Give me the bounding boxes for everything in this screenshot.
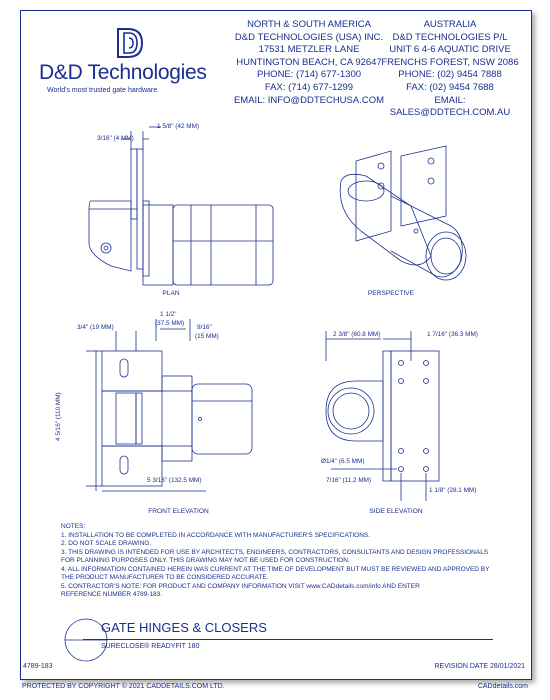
- notes-block: [61, 523, 489, 600]
- side-elevation-title: SIDE ELEVATION: [369, 508, 423, 515]
- note-line: FOR PLANNING PURPOSES ONLY. THIS DRAWING MAY NOT BE USED FOR CONSTRUCTION.: [61, 557, 350, 564]
- company-name: D&D Technologies: [39, 61, 207, 84]
- contact-line: FAX: (02) 9454 7688: [406, 81, 494, 93]
- front-elevation-drawing: [76, 311, 286, 501]
- dim-plan-left: 3/16" (4 MM): [97, 135, 134, 142]
- note-line: 3. THIS DRAWING IS INTENDED FOR USE BY ARCHITECTS, ENGINEERS, CONTRACTORS, CONSULTANTS AND DESIGN PROFESSIONALS: [61, 548, 489, 556]
- title-block-title: GATE HINGES & CLOSERS: [101, 620, 267, 635]
- note-line: 1. INSTALLATION TO BE COMPLETED IN ACCORDANCE WITH MANUFACTURER'S SPECIFICATIONS.: [61, 531, 371, 539]
- dim-side-hole: Ø1/4" (6.5 MM): [321, 458, 365, 465]
- dim-front-right: 9/16": [197, 324, 212, 331]
- plan-view-title: PLAN: [162, 290, 180, 297]
- dd-logo-icon: [114, 25, 148, 61]
- contact-line: D&D TECHNOLOGIES P/L: [392, 31, 508, 43]
- contact-line: HUNTINGTON BEACH, CA 92647: [236, 56, 382, 68]
- dim-front-width: 5 3/16" (132.5 MM): [147, 477, 202, 484]
- dim-side-bottom-left: 7/16" (11.2 MM): [326, 477, 372, 484]
- dim-front-top: 1 1/2": [160, 311, 177, 318]
- title-block-subtitle: SURECLOSE® READYFIT 180: [101, 643, 200, 650]
- contact-line: NORTH & SOUTH AMERICA: [247, 19, 371, 30]
- perspective-view-drawing: [321, 136, 491, 286]
- front-elevation-title: FRONT ELEVATION: [148, 508, 209, 515]
- drawing-ref: 4789-183: [23, 663, 53, 670]
- copyright: PROTECTED BY COPYRIGHT © 2021 CADDETAILS.COM LTD.: [22, 683, 225, 690]
- contact-line: AUSTRALIA: [423, 19, 477, 30]
- contact-line: PHONE: (02) 9454 7888: [398, 69, 502, 81]
- note-line: 2. DO NOT SCALE DRAWING.: [61, 540, 152, 547]
- note-line: 5. CONTRACTOR'S NOTE: FOR PRODUCT AND COMPANY INFORMATION VISIT www.CADdetails.com/info AND ENTER: [61, 582, 420, 590]
- company-tagline: World's most trusted gate hardware: [47, 87, 158, 94]
- dim-front-top-mm: (37.5 MM): [155, 320, 185, 327]
- revision-date: REVISION DATE 28/01/2021: [434, 663, 525, 670]
- dim-front-right-mm: (15 MM): [195, 333, 219, 340]
- plan-view-drawing: [81, 131, 281, 291]
- contact-australia: [375, 19, 525, 120]
- caddetails-link[interactable]: CADdetails.com: [477, 683, 528, 690]
- notes-heading: NOTES:: [61, 523, 86, 530]
- contact-line: D&D TECHNOLOGIES (USA) INC.: [234, 31, 384, 43]
- contact-line: UNIT 6 4-6 AQUATIC DRIVE: [389, 44, 511, 56]
- dim-plan-top-right: 1 5/8" (42 MM): [157, 123, 200, 130]
- contact-line: FRENCHS FOREST, NSW 2086: [381, 56, 519, 68]
- contact-email: EMAIL: SALES@DDTECH.COM.AU: [389, 94, 511, 119]
- dim-front-left: 3/4" (19 MM): [77, 324, 114, 331]
- dim-side-right: 1 7/16" (36.3 MM): [427, 331, 478, 338]
- title-divider: [83, 639, 493, 640]
- contact-line: FAX: (714) 677-1299: [264, 81, 354, 93]
- note-line: THE PRODUCT MANUFACTURER TO BE CONSIDERED ACCURATE.: [61, 574, 269, 581]
- perspective-view-title: PERSPECTIVE: [367, 290, 415, 297]
- contact-line: PHONE: (714) 677-1300: [256, 69, 362, 81]
- dim-side-bottom-right: 1 1/8" (28.1 MM): [429, 487, 477, 494]
- dim-side-left: 2 3/8" (60.8 MM): [333, 331, 381, 338]
- contact-email: EMAIL: INFO@DDTECHUSA.COM: [233, 94, 385, 106]
- contact-line: 17531 METZLER LANE: [258, 44, 360, 56]
- side-elevation-drawing: [311, 321, 511, 501]
- note-line: 4. ALL INFORMATION CONTAINED HEREIN WAS CURRENT AT THE TIME OF DEVELOPMENT BUT MUST BE REVIEWED AND APPROVED BY: [61, 565, 490, 573]
- note-line: REFERENCE NUMBER 4789-183.: [61, 591, 163, 598]
- drawing-sheet: [20, 10, 532, 680]
- dim-front-height: 4 5/16" (110 MM): [55, 392, 62, 441]
